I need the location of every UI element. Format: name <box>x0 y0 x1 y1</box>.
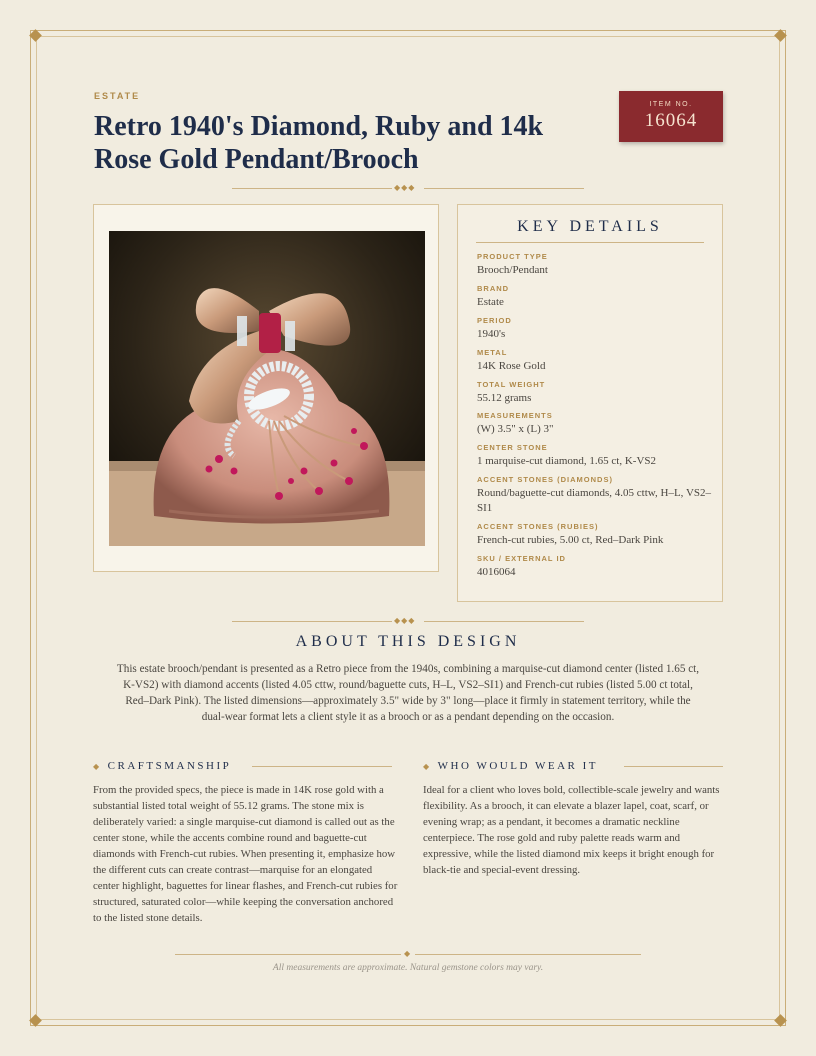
detail-label: BRAND <box>477 284 510 293</box>
detail-value: (W) 3.5" x (L) 3" <box>477 423 554 435</box>
detail-total-weight <box>477 380 713 406</box>
brooch-photo-illustration <box>109 231 425 546</box>
detail-value: French-cut rubies, 5.00 ct, Red–Dark Pink <box>477 534 664 546</box>
detail-value: 1 marquise-cut diamond, 1.65 ct, K-VS2 <box>477 455 657 467</box>
about-body: This estate brooch/pendant is presented as a Retro piece from the 1940s, combining a marquise-cut diamond center (listed 1.65 ct, K-VS2) with diamond accents (listed 4.05 cttw, round/baguette cuts, H–L, VS2–SI1) and French-cut rubies (listed 5.00 ct total, Red–Dark Pink). The listed dimensions—approximately 3.5" wide by 3" long—place it firmly in statement territory, while the dual-wear format lets a client style it as a brooch or as a pendant depending on the occasion. <box>116 663 700 723</box>
detail-label: TOTAL WEIGHT <box>477 380 546 389</box>
diamond-bullet-icon: ◆ <box>93 762 102 771</box>
diamond-bullet-icon: ◆ <box>423 762 432 771</box>
craftsmanship-body: From the provided specs, the piece is made in 14K rose gold with a substantial listed total weight of 55.12 grams. The stone mix is deliberately varied: a single marquise-cut diamond is called out as the center stone, while the accents combine round and baguette-cut diamonds with French-cut rubies. When presenting it, emphasize how the different cuts can create contrast—marquise for an elongated center highlight, baguettes for linear flashes, and French-cut rubies for structured, saturated color—while keeping the conversation anchored to the listed stone details. <box>93 784 398 924</box>
key-details-card <box>457 204 723 602</box>
detail-value: Estate <box>477 296 504 308</box>
divider-line <box>232 188 392 189</box>
detail-label: ACCENT STONES (RUBIES) <box>477 522 599 531</box>
divider-line <box>175 954 401 955</box>
divider-ornament: ◆ <box>404 949 412 958</box>
product-photo <box>109 231 425 546</box>
detail-value: Brooch/Pendant <box>477 264 548 276</box>
item-number-label: ITEM NO. <box>649 101 693 108</box>
about-title: ABOUT THIS DESIGN <box>295 633 521 650</box>
detail-value: 4016064 <box>477 566 516 578</box>
detail-label: ACCENT STONES (DIAMONDS) <box>477 475 613 484</box>
detail-value: 14K Rose Gold <box>477 360 546 372</box>
detail-center-stone <box>477 443 713 469</box>
detail-brand <box>477 284 713 310</box>
divider-line <box>232 621 392 622</box>
key-details-title: KEY DETAILS <box>517 218 663 235</box>
who-wears-title: WHO WOULD WEAR IT <box>437 760 598 772</box>
detail-label: MEASUREMENTS <box>477 411 553 420</box>
footer-note: All measurements are approximate. Natural gemstone colors may vary. <box>272 963 544 973</box>
detail-metal <box>477 348 713 374</box>
detail-label: PERIOD <box>477 316 512 325</box>
divider-ornament: ◆◆◆ <box>394 183 416 192</box>
divider-line <box>424 188 584 189</box>
detail-product-type <box>477 252 713 278</box>
detail-measurements <box>477 411 713 437</box>
who-wears-heading <box>423 760 598 772</box>
craftsmanship-title: CRAFTSMANSHIP <box>107 760 232 772</box>
detail-value: Round/baguette-cut diamonds, 4.05 cttw, H–L, VS2–SI1 <box>477 487 712 514</box>
detail-label: SKU / EXTERNAL ID <box>477 554 566 563</box>
divider-line <box>424 621 584 622</box>
page-title: Retro 1940's Diamond, Ruby and 14k Rose Gold Pendant/Brooch <box>94 111 544 175</box>
detail-period <box>477 316 713 342</box>
item-number: 16064 <box>644 110 698 131</box>
item-number-badge <box>619 91 723 142</box>
detail-accent-diamonds <box>477 475 713 516</box>
product-image-card <box>93 204 439 572</box>
detail-value: 1940's <box>477 328 506 340</box>
key-details-rule <box>476 242 704 243</box>
divider-line <box>252 766 392 767</box>
who-wears-body: Ideal for a client who loves bold, collectible-scale jewelry and wants flexibility. As a brooch, it can elevate a blazer lapel, coat, scarf, or evening wrap; as a pendant, it becomes a dramatic neckline centerpiece. The rose gold and ruby palette reads warm and expressive, while the listed diamond mix keeps it bright enough for black-tie and special-event dressing. <box>423 784 720 876</box>
divider-line <box>624 766 723 767</box>
divider-line <box>415 954 641 955</box>
craftsmanship-heading <box>93 760 231 772</box>
detail-sku <box>477 554 713 580</box>
detail-label: METAL <box>477 348 508 357</box>
detail-label: PRODUCT TYPE <box>477 252 548 261</box>
detail-accent-rubies <box>477 522 713 548</box>
divider-ornament: ◆◆◆ <box>394 616 416 625</box>
detail-label: CENTER STONE <box>477 443 548 452</box>
detail-value: 55.12 grams <box>477 392 532 404</box>
brand-eyebrow: ESTATE <box>94 91 141 101</box>
